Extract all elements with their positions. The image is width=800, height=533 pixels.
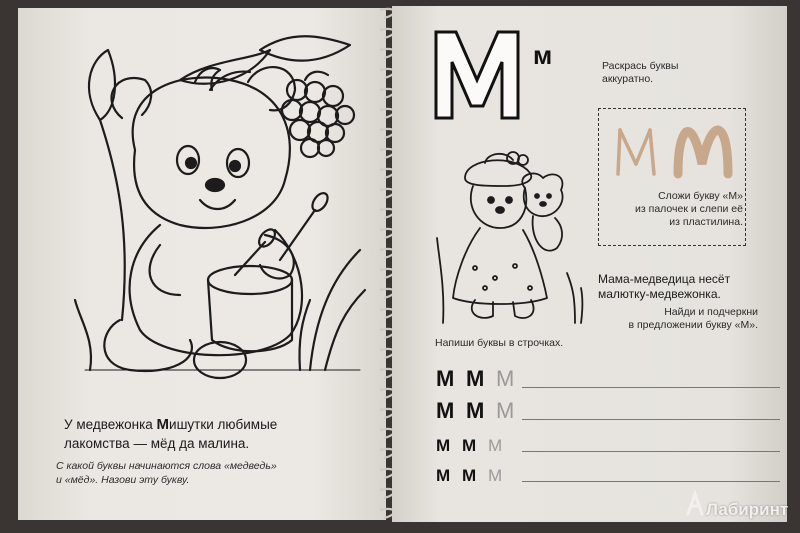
left-caption xyxy=(64,415,364,453)
stick-instruction-line-3: из пластилина. xyxy=(669,216,743,228)
find-instruction-line-2: в предложении букву «М». xyxy=(628,319,758,331)
letter-m: М xyxy=(436,436,451,455)
write-instruction: Напиши буквы в строчках. xyxy=(435,337,564,349)
trace-letter-m: М xyxy=(496,398,515,423)
color-instruction-line-2: аккуратно. xyxy=(602,73,654,85)
writing-line[interactable] xyxy=(522,419,780,420)
watermark-text: Лабиринт xyxy=(706,500,789,519)
question-line-1: С какой буквы начинаются слова «медведь» xyxy=(56,460,277,472)
sentence-line-1: Мама-медведица несёт xyxy=(598,272,731,286)
letter-m: М xyxy=(462,466,477,485)
trace-letter-m: М xyxy=(488,436,503,455)
letter-m: М xyxy=(436,398,455,423)
mama-bear-with-baby-illustration xyxy=(435,138,585,328)
labyrinth-logo-icon xyxy=(684,490,706,516)
writing-line[interactable] xyxy=(522,451,780,452)
find-instruction xyxy=(598,306,758,332)
small-letter-m: м xyxy=(533,40,553,70)
sentence-text xyxy=(598,272,730,302)
left-question xyxy=(56,459,376,487)
writing-row xyxy=(432,396,784,424)
writing-row xyxy=(432,428,784,456)
letter-m: М xyxy=(436,366,455,391)
color-instruction xyxy=(602,60,678,86)
letter-m: М xyxy=(466,366,485,391)
stick-letter-m xyxy=(612,124,662,178)
caption-prefix: У медвежонка xyxy=(64,417,157,432)
stick-instruction-line-1: Сложи букву «М» xyxy=(658,190,743,202)
plasticine-letter-m xyxy=(670,124,736,180)
writing-row xyxy=(432,458,784,486)
caption-suffix: ишутки любимые xyxy=(169,417,278,432)
bear-with-honey-illustration xyxy=(60,20,380,390)
sentence-line-2: малютку-медвежонка. xyxy=(598,287,721,301)
big-outline-letter-m xyxy=(432,28,522,122)
color-instruction-line-1: Раскрась буквы xyxy=(602,60,679,72)
question-line-2: и «мёд». Назови эту букву. xyxy=(56,474,190,486)
writing-line[interactable] xyxy=(522,481,780,482)
letter-m: М xyxy=(466,398,485,423)
caption-bold-letter: М xyxy=(156,416,170,433)
caption-line-1 xyxy=(64,415,364,434)
caption-line-2: лакомства — мёд да малина. xyxy=(64,436,250,451)
trace-letter-m: М xyxy=(488,466,503,485)
letter-m: М xyxy=(462,436,477,455)
stick-instruction-line-2: из палочек и слепи её xyxy=(635,203,743,215)
letter-m: М xyxy=(436,466,451,485)
stick-instruction xyxy=(613,190,743,229)
trace-letter-m: М xyxy=(496,366,515,391)
writing-row xyxy=(432,364,784,392)
writing-line[interactable] xyxy=(522,387,780,388)
find-instruction-line-1: Найди и подчеркни xyxy=(664,306,758,318)
